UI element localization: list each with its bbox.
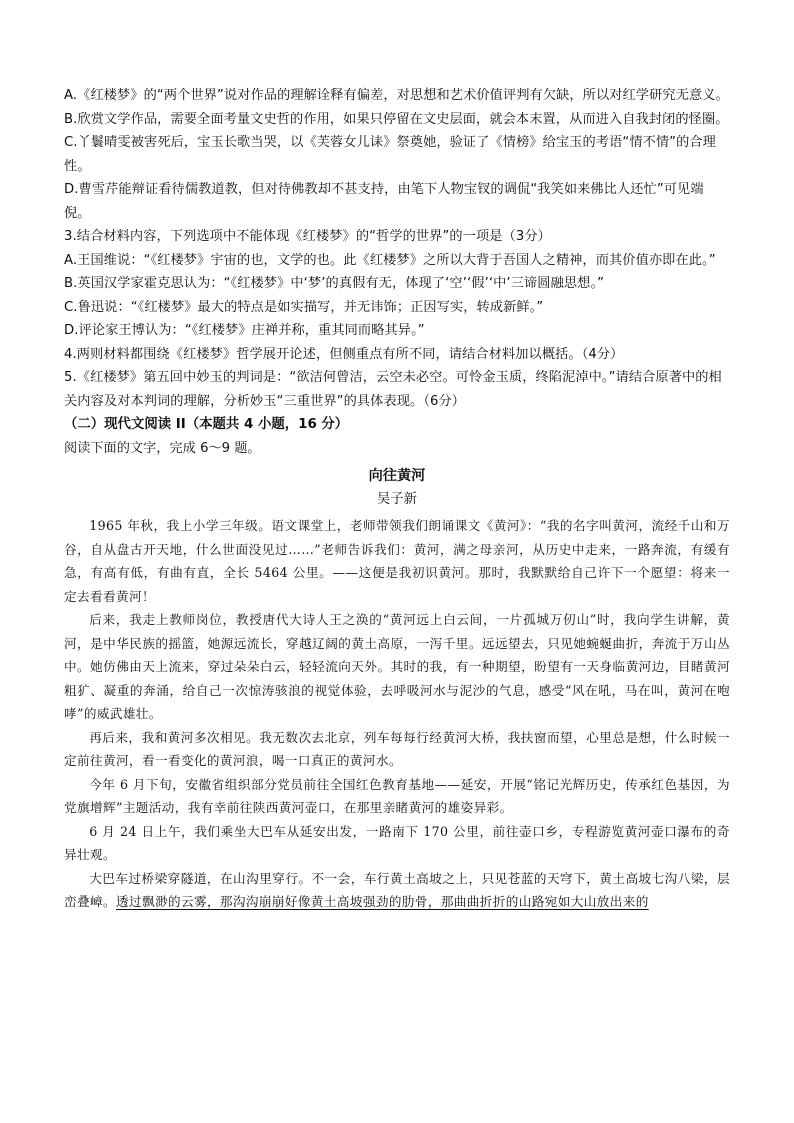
question-3-stem: 3.结合材料内容，下列选项中不能体现《红楼梦》的“哲学的世界”的一项是（3分） bbox=[64, 229, 551, 244]
q3-option-b: B.英国汉学家霍克思认为：“《红楼梦》中‘梦’的真假有无，体现了‘空’‘假’‘中’三谛圆融思想。” bbox=[64, 276, 605, 291]
q2-option-b: B.欣赏文学作品，需要全面考量文史哲的作用，如果只停留在文史层面，就会本末置，从而进入自我封闭的怪圈。 bbox=[64, 111, 729, 127]
underlined-sentence: 透过飘渺的云雾，那沟沟崩崩好像黄土高坡强劲的肋骨，那曲曲折折的山路宛如大山放出来的 bbox=[115, 894, 649, 909]
section-instruction: 阅读下面的文字，完成 6～9 题。 bbox=[64, 440, 261, 456]
q3-option-a: A.王国维说：“《红楼梦》宇宙的也，文学的也。此《红楼梦》之所以大背于吾国人之精神，而其价值亦即在此。” bbox=[64, 252, 716, 268]
q3-option-d: D.评论家王博认为：“《红楼梦》庄禅并称，重其同而略其异。” bbox=[64, 323, 425, 338]
paragraph-1: 1965 年秋，我上小学三年级。语文课堂上，老师带领我们朗诵课文《黄河》：“我的名字叫黄河，流经千山和万谷，自从盘古开天地，什么世面没见过……”老师告诉我们：黄河，满之母亲河，从历史中走来，一路奔流，有缓有急，有高有低，有曲有直，全长 5464 公里。——这便是我初识黄河。那时，我默默给自己许下一个愿望：将来一定去看看黄河！ bbox=[64, 518, 730, 604]
section-heading: （二）现代文阅读 II（本题共 4 小题，16 分） bbox=[64, 417, 349, 432]
article-author: 吴子新 bbox=[376, 492, 418, 507]
question-block bbox=[64, 84, 730, 413]
paragraph-6-text: 大巴车过桥梁穿隧道，在山沟里穿行。不一会，车行黄土高坡之上，只见苍蓝的天穹下，黄土高坡七沟八梁，层峦叠嶂。 bbox=[64, 870, 730, 909]
question-4: 4.两则材料都围绕《红楼梦》哲学展开论述，但侧重点有所不同，请结合材料加以概括。（4分） bbox=[64, 346, 624, 362]
paragraph-3: 再后来，我和黄河多次相见。我无数次去北京，列车每每行经黄河大桥，我扶窗而望，心里总是想，什么时候一定前往黄河，看一看变化的黄河浪，喝一口真正的黄河水。 bbox=[64, 729, 730, 768]
paragraph-4: 今年 6 月下旬，安徽省组织部分党员前往全国红色教育基地——延安，开展“铭记光辉历史，传承红色基因，为党旗增辉”主题活动，我有幸前往陕西黄河壶口，在那里亲睹黄河的雄姿异彩。 bbox=[64, 776, 730, 815]
q2-option-d: D.曹雪芹能辩证看待儒教道教，但对待佛教却不甚支持，由笔下人物宝钗的调侃“我笑如来佛比人还忙”可见端倪。 bbox=[64, 182, 704, 221]
paragraph-2: 后来，我走上教师岗位，教授唐代大诗人王之涣的“黄河远上白云间，一片孤城万仞山”时，我向学生讲解，黄河，是中华民族的摇篮，她源远流长，穿越辽阔的黄土高原，一泻千里。远远望去，只见她蜿蜒曲折，奔流于万山丛中。她仿佛由天上流来，穿过朵朵白云，轻轻流向天外。其时的我，有一种期望，盼望有一天身临黄河边，目睹黄河粗犷、凝重的奔涌，给自己一次惊涛骇浪的视觉体验，去呼吸河水与泥沙的气息，感受“风在吼，马在叫，黄河在咆哮”的威武雄壮。 bbox=[64, 612, 730, 721]
question-5: 5.《红楼梦》第五回中妙玉的判词是：“欲洁何曾洁，云空未必空。可怜金玉质，终陷泥淖中。”请结合原著中的相关内容及对本判词的理解，分析妙玉“三重世界”的具体表现。（6分） bbox=[64, 370, 722, 409]
article-body bbox=[64, 514, 730, 914]
q2-option-a: A.《红楼梦》的“两个世界”说对作品的理解诠释有偏差，对思想和艺术价值评判有欠缺，所以对红学研究无意义。 bbox=[64, 88, 729, 103]
q3-option-c: C.鲁迅说：“《红楼梦》最大的特点是如实描写，并无讳饰；正因写实，转成新鲜。” bbox=[64, 299, 544, 315]
article-title: 向往黄河 bbox=[368, 468, 426, 484]
q2-option-c: C.丫鬟晴雯被害死后，宝玉长歌当哭，以《芙蓉女儿诔》祭奠她，验证了《情榜》给宝玉的考语“情不情”的合理性。 bbox=[64, 135, 716, 174]
paragraph-5: 6 月 24 日上午，我们乘坐大巴车从延安出发，一路南下 170 公里，前往壶口乡，专程游览黄河壶口瀑布的奇异壮观。 bbox=[64, 823, 730, 862]
paragraph-6 bbox=[64, 867, 730, 914]
